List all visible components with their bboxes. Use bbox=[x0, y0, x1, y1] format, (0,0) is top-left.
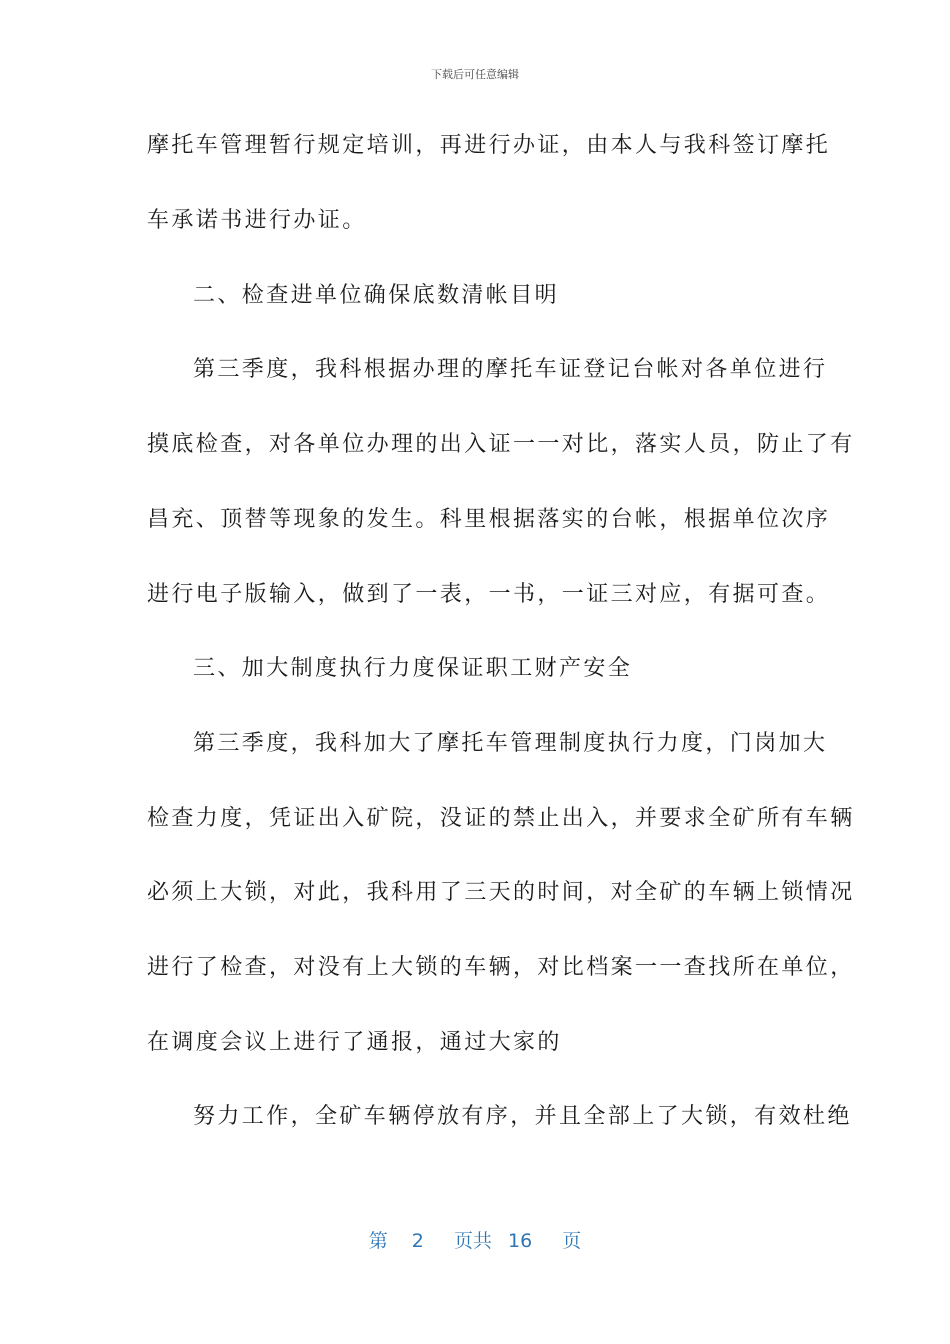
paragraph-line: 在调度会议上进行了通报，通过大家的 bbox=[147, 1030, 562, 1055]
paragraph-line: 摩托车管理暂行规定培训，再进行办证，由本人与我科签订摩托 bbox=[147, 133, 831, 158]
section-heading: 三、加大制度执行力度保证职工财产安全 bbox=[193, 656, 633, 681]
paragraph-line: 必须上大锁，对此，我科用了三天的时间，对全矿的车辆上锁情况 bbox=[147, 880, 855, 905]
paragraph-line: 进行电子版输入，做到了一表，一书，一证三对应，有据可查。 bbox=[147, 582, 831, 607]
section-heading: 二、检查进单位确保底数清帐目明 bbox=[193, 283, 560, 308]
paragraph-line: 努力工作，全矿车辆停放有序，并且全部上了大锁，有效杜绝 bbox=[193, 1104, 852, 1129]
paragraph-line: 进行了检查，对没有上大锁的车辆，对比档案一一查找所在单位， bbox=[147, 955, 855, 980]
paragraph-line: 摸底检查，对各单位办理的出入证一一对比，落实人员，防止了有 bbox=[147, 432, 855, 457]
paragraph-line: 第三季度，我科加大了摩托车管理制度执行力度，门岗加大 bbox=[193, 731, 828, 756]
paragraph-line: 检查力度，凭证出入矿院，没证的禁止出入，并要求全矿所有车辆 bbox=[147, 806, 855, 831]
paragraph-line: 第三季度，我科根据办理的摩托车证登记台帐对各单位进行 bbox=[193, 357, 828, 382]
paragraph-line: 昌充、顶替等现象的发生。科里根据落实的台帐，根据单位次序 bbox=[147, 507, 831, 532]
footer-suffix: 页 bbox=[562, 1230, 582, 1252]
download-note: 下载后可任意编辑 bbox=[431, 68, 519, 81]
total-pages-number: 16 bbox=[508, 1230, 533, 1252]
paragraph-line: 车承诺书进行办证。 bbox=[147, 208, 367, 233]
current-page-number: 2 bbox=[411, 1230, 424, 1252]
page-footer bbox=[0, 1226, 950, 1253]
footer-middle: 页共 bbox=[453, 1230, 492, 1252]
footer-prefix: 第 bbox=[368, 1230, 388, 1252]
